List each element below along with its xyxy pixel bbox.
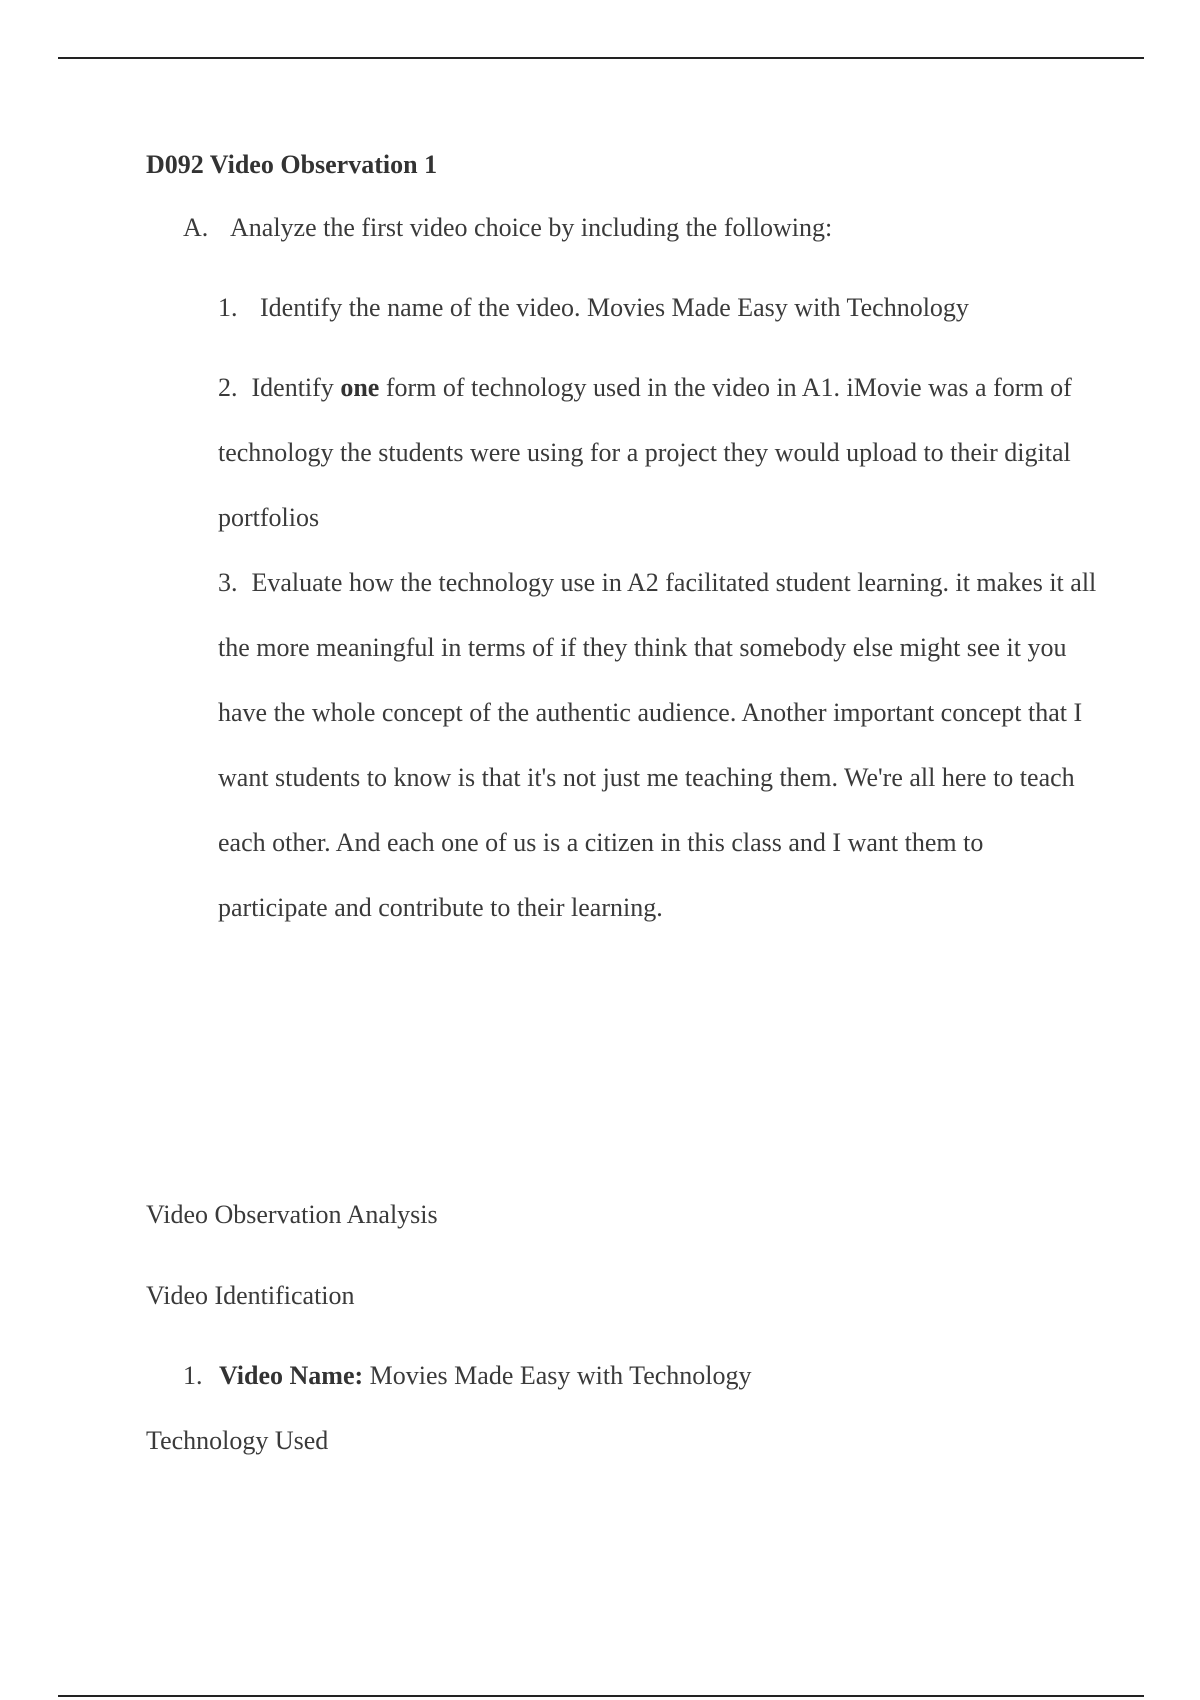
- video-name-value: Movies Made Easy with Technology: [363, 1361, 752, 1390]
- list-item-3-number: 3.: [218, 568, 238, 597]
- list-item-3: [218, 550, 1098, 940]
- bottom-page-rule: [58, 1695, 1144, 1697]
- list-item-2-number: 2.: [218, 373, 238, 402]
- list-item-2-text-after: form of technology used in the video in A1. iMovie was a form of technology the students were using for a project they would upload to their digital portfolios: [218, 373, 1072, 532]
- section-a-marker: A.: [183, 213, 209, 242]
- technology-subheading: Technology Used: [146, 1426, 329, 1455]
- section-a-heading: [183, 215, 832, 241]
- list-item-2-text-before: Identify: [251, 373, 341, 402]
- section-a-text: Analyze the first video choice by including the following:: [230, 213, 833, 242]
- document-title: D092 Video Observation 1: [146, 150, 438, 179]
- video-name-item: [183, 1363, 752, 1389]
- video-name-number: 1.: [183, 1361, 203, 1390]
- list-item-2-bold: one: [340, 373, 380, 402]
- top-page-rule: [58, 57, 1144, 59]
- identification-subheading: Video Identification: [146, 1281, 355, 1310]
- analysis-heading: Video Observation Analysis: [146, 1200, 438, 1229]
- list-item-1-number: 1.: [218, 293, 238, 322]
- list-item-2: [218, 355, 1098, 550]
- list-item-1: [218, 295, 969, 321]
- list-item-3-text: Evaluate how the technology use in A2 facilitated student learning. it makes it all the more meaningful in terms of if they think that somebody else might see it you have the whole concept of the authentic audience. Another important concept that I want students to know is that it's not just me teaching them. We're all here to teach each other. And each one of us is a citizen in this class and I want them to participate and contribute to their learning.: [218, 568, 1097, 922]
- list-item-1-text: Identify the name of the video. Movies Made Easy with Technology: [260, 293, 969, 322]
- video-name-label: Video Name:: [219, 1361, 364, 1390]
